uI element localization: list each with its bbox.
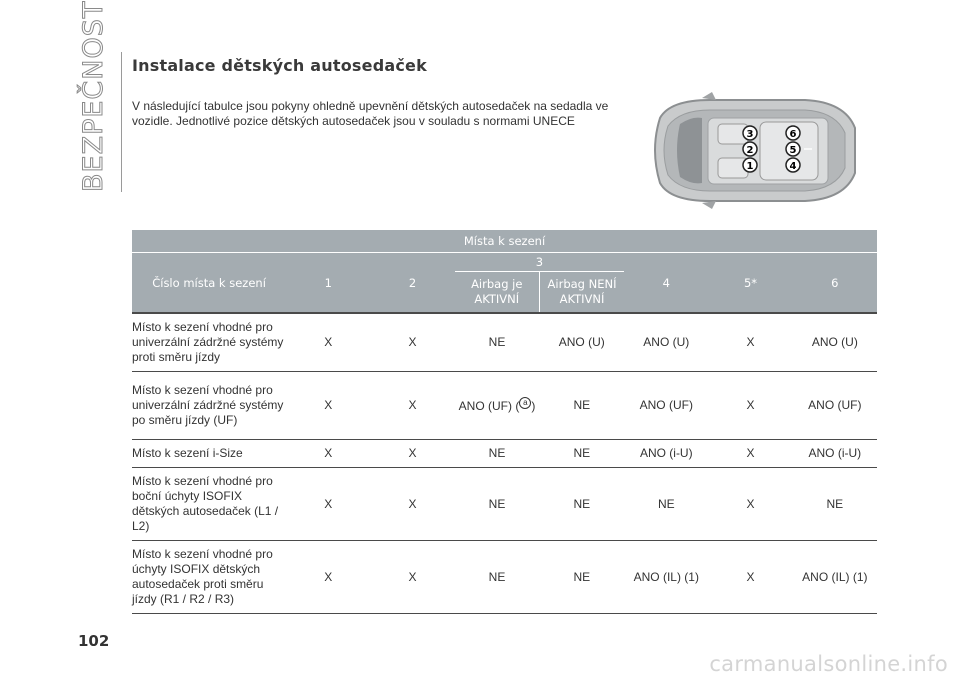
table-row [132,372,877,440]
col-header-3-airbag-off: Airbag NENÍ AKTIVNÍ [539,272,624,314]
col-header-4: 4 [624,253,708,314]
table-cell-text-close: ) [531,399,536,413]
table-cell: ANO (U) [539,313,624,372]
seat-position-label: 3 [746,129,754,140]
table-cell: X [286,440,370,468]
table-cell: X [286,468,370,541]
table-cell: X [708,541,792,614]
table-cell: NE [539,372,624,440]
table-cell: ANO (IL) (1) [624,541,708,614]
table-cell: ANO (U) [793,313,877,372]
row-label: Místo k sezení i-Size [132,440,286,468]
table-cell-text: ANO (UF) ( [458,399,520,413]
table-cell: ANO (IL) (1) [793,541,877,614]
row-label: Místo k sezení vhodné pro boční úchyty ISOFIX dětských autosedaček (L1 / L2) [132,468,286,541]
col-header-2: 2 [370,253,454,314]
table-cell: X [708,468,792,541]
table-cell: NE [539,541,624,614]
table-cell [455,372,540,440]
table-cell: X [370,372,454,440]
table-cell: ANO (UF) [793,372,877,440]
row-label: Místo k sezení vhodné pro univerzální zádržné systémy po směru jízdy (UF) [132,372,286,440]
seat-position-label: 6 [789,129,797,140]
row-label: Místo k sezení vhodné pro univerzální zádržné systémy proti směru jízdy [132,313,286,372]
col-header-3: 3 [455,253,625,272]
table-row [132,541,877,614]
watermark: carmanualsonline.info [709,652,948,676]
table-cell: X [370,541,454,614]
car-seat-diagram [640,88,865,213]
footnote-mark: a [519,397,531,409]
table-cell: NE [793,468,877,541]
page-number: 102 [78,632,110,650]
table-cell: X [286,313,370,372]
section-divider [121,52,122,192]
col-header-3-airbag-on: Airbag je AKTIVNÍ [455,272,540,314]
table-cell: ANO (UF) [624,372,708,440]
col-header-6: 6 [793,253,877,314]
table-cell: X [370,440,454,468]
table-cell: ANO (i-U) [793,440,877,468]
col-header-5: 5* [708,253,792,314]
table-cell: ANO (U) [624,313,708,372]
seat-position-label: 4 [789,161,797,172]
page-title: Instalace dětských autosedaček [132,56,427,75]
seat-position-label: 2 [746,145,754,156]
group-header: Místa k sezení [132,230,877,253]
seat-position-label: 5 [789,145,797,156]
table-cell: NE [455,541,540,614]
table-cell: NE [455,313,540,372]
table-cell: NE [455,440,540,468]
table-cell: X [370,313,454,372]
child-seat-table [132,230,877,614]
table-cell: X [708,440,792,468]
table-cell: ANO (i-U) [624,440,708,468]
table-cell: X [708,313,792,372]
section-label: BEZPEČNOST [78,0,109,192]
table-row [132,313,877,372]
table-cell: X [286,541,370,614]
table-cell: NE [455,468,540,541]
col-header-1: 1 [286,253,370,314]
table-cell: X [286,372,370,440]
table-row [132,440,877,468]
table-cell: NE [539,440,624,468]
table-cell: X [370,468,454,541]
seat-position-label: 1 [746,161,754,172]
table-cell: NE [539,468,624,541]
intro-paragraph: V následující tabulce jsou pokyny ohledně upevnění dětských autosedaček na sedadla ve vozidle. Jednotlivé pozice dětských autosedaček jsou v souladu s normami UNECE [132,99,609,128]
row-header: Číslo místa k sezení [132,253,286,314]
row-label: Místo k sezení vhodné pro úchyty ISOFIX dětských autosedaček proti směru jízdy (R1 / R2 / R3) [132,541,286,614]
table-row [132,468,877,541]
table-cell: NE [624,468,708,541]
table-cell: X [708,372,792,440]
